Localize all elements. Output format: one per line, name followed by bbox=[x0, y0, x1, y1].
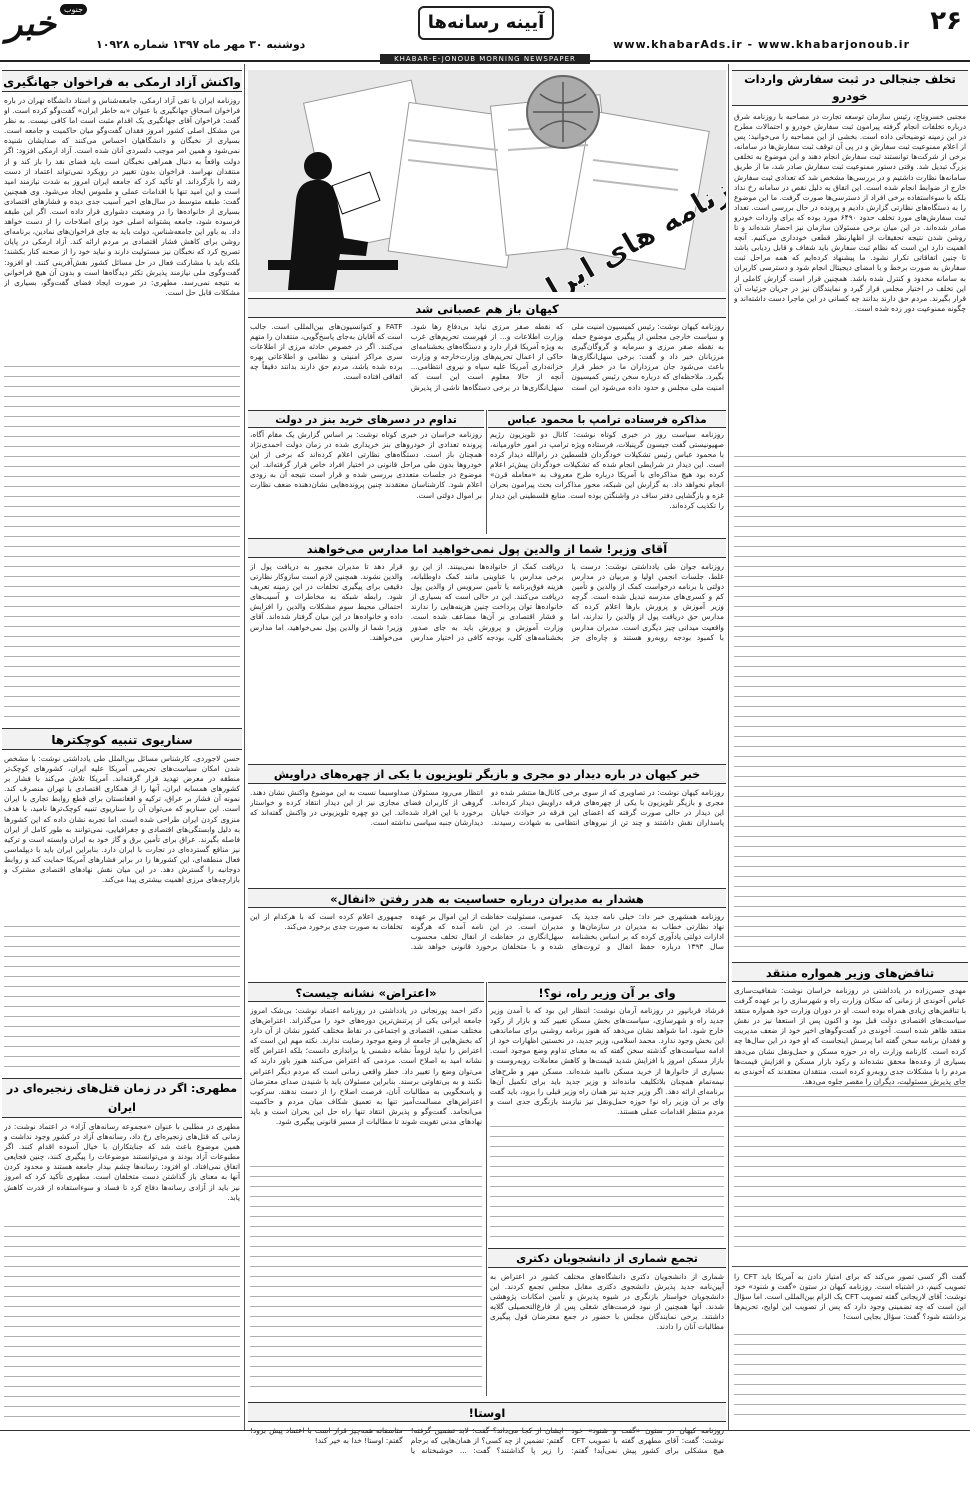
dateline: دوشنبه ۳۰ مهر ماه ۱۳۹۷ شماره ۱۰۹۲۸ bbox=[96, 38, 306, 51]
text-lines bbox=[4, 926, 240, 1072]
article-body: روزنامه خراسان در خبری کوتاه نوشت: بر اساس گزارش یک مقام آگاه، پرونده تعدادی از خودروهای بنز خریداری شده در زمان دولت احمدی‌نژاد همچنان باز است. دستگاه‌های نظارتی اعلام کرده‌اند که برخی از این خودروها بدون طی مراحل قانونی در اختیار افراد خاص قرار گرفته‌اند. این موضوع در جلسات متعددی بررسی شده و قرار است نتیجه آن به زودی اعلام شود. کارشناسان معتقدند چنین پرونده‌هایی نشان‌دهنده ضعف نظارت بر اموال دولتی است. bbox=[250, 430, 482, 500]
page-number: ۲۶ bbox=[930, 6, 962, 36]
article-headline: «اعتراض» نشانه چیست؟ bbox=[248, 982, 484, 1002]
article-body: روزنامه کیهان در ستون «گفت و شنود» خود نوشت: گفت: آقای مطهری گفته با تصویب CFT هیچ مشکلی برای کشور پیش نمی‌آید! گفتم: ایشان از کجا می‌داند؟ گفت: لابد تضمین گرفته! گفتم: تضمین از چه کسی؟ از همان‌هایی که برجام را زیر پا گذاشتند؟ گفت: ... خوشبختانه یا متاسفانه همه‌چیز قرار است با اعتماد پیش برود! گفتم: اوستا! خدا به خیر کند! bbox=[250, 1426, 724, 1456]
article-headline: تداوم در دسرهای خرید بنز در دولت bbox=[248, 410, 484, 428]
article-divider bbox=[486, 410, 487, 534]
article-body: مجتبی خسروتاج، رئیس سازمان توسعه تجارت در مصاحبه با روزنامه شرق درباره تخلفات انجام گرفته پیرامون ثبت سفارش خودرو و احتمالات مطرح در این زمینه توضیحاتی داده است. بخشی از این مصاحبه را می‌خوانید: پس از اعلام ممنوعیت ثبت سفارش و در پی آن توقف ثبت سفارش‌ها در سامانه، برخی از شرکت‌ها توانستند ثبت سفارش انجام دهند و این موضوع به تخلفی بزرگ تبدیل شد. وقتی دستور ممنوعیت ثبت سفارش صادر شد، ما از طریق سامانه‌ها نظارت داشتیم و در بررسی‌ها مشخص شد که تعدادی ثبت سفارش خارج از ضوابط انجام شده است. این اتفاق به دلیل نقص در سامانه رخ نداد بلکه با سوءاستفاده برخی افراد از دسترسی‌ها صورت گرفت. ما این موضوع را به دستگاه‌های نظارتی گزارش دادیم و پرونده در حال بررسی است. تعداد ثبت سفارش‌های مورد تخلف حدود ۶۴۹۰ مورد بوده که برای واردات خودرو صادر شده‌اند. در این میان برخی مسئولان سازمان نیز احضار شده‌اند و تا روشن شدن نتیجه تحقیقات از اظهارنظر قطعی خودداری می‌کنیم. آنچه اهمیت دارد این است که نظام ثبت سفارش باید شفاف و قابل ردیابی باشد تا چنین اتفاقاتی تکرار نشود. ما پیشنهاد کرده‌ایم که همه مراحل ثبت سفارش به صورت برخط و با امضای دیجیتال انجام شود و دسترسی کاربران به سامانه محدود و کنترل شده باشد. همچنین قرار است گزارش کاملی از این تخلف در اختیار مجلس قرار گیرد و نمایندگان نیز در جریان جزئیات آن قرار بگیرند. مردم حق دارند بدانند چه کسانی در این ماجرا دست داشته‌اند و چگونه ممنوعیت دور زده شده است. bbox=[734, 112, 966, 313]
text-lines bbox=[734, 1086, 966, 1252]
text-lines bbox=[4, 1226, 240, 1426]
text-lines bbox=[250, 1166, 482, 1396]
article-headline: سناریوی تنبیه کوچکترها bbox=[2, 728, 242, 750]
article-headline: تناقض‌های وزیر همواره منتقد bbox=[732, 962, 968, 982]
article-headline: واکنش آزاد ارمکی به فراخوان جهانگیری bbox=[2, 70, 242, 92]
website-urls[interactable]: www.khabarAds.ir - www.khabarjonoub.ir bbox=[613, 38, 910, 51]
article-body: روزنامه سیاست روز در خبری کوتاه نوشت: کانال دو تلویزیون رژیم صهیونیستی گفت جیسون گرینبلات، فرستاده ویژه ترامپ در امور خاورمیانه، با محمود عباس رئیس تشکیلات خودگردان فلسطین در رام‌الله دیدار کرده است. این دیدار در شرایطی انجام شده که تشکیلات خودگردان پیش‌تر اعلام کرده بود هیچ مذاکره‌ای با آمریکا درباره طرح معروف به «معامله قرن» انجام نخواهد داد. به گزارش این شبکه، محور مذاکرات بحث پیرامون بحران غزه و بازگشایی دفتر ساف در واشنگتن بوده است. منابع فلسطینی این دیدار را تکذیب کرده‌اند. bbox=[490, 430, 724, 510]
header-strip: KHABAR-E-JONOUB MORNING NEWSPAPER bbox=[380, 54, 590, 64]
article-body: روزنامه جوان طی یادداشتی نوشت: درست یا غلط، جلسات انجمن اولیا و مربیان در مدارس دولتی با برنامه درخواست کمک از والدین و تأمین کم و کسری‌های مدرسه تبدیل شده است. گرچه وزیر آموزش و پرورش بارها اعلام کرده که مدارس حق دریافت پول از والدین را ندارند، اما واقعیت میدانی چیز دیگری است. مدیران مدارس با کمبود بودجه روبه‌رو هستند و چاره‌ای جز دریافت کمک از خانواده‌ها نمی‌بینند. از این رو برخی مدارس با عناوینی مانند کمک داوطلبانه، هزینه فوق‌برنامه یا تأمین سرویس از والدین پول دریافت می‌کنند. این در حالی است که بسیاری از خانواده‌ها توان پرداخت چنین هزینه‌هایی را ندارند و فشار اقتصادی بر آن‌ها مضاعف شده است. وزارت آموزش و پرورش باید به جای صدور بخشنامه‌های کلی، بودجه کافی در اختیار مدارس قرار دهد تا مدیران مجبور به دریافت پول از والدین نشوند. همچنین لازم است سازوکار نظارتی دقیقی برای پیگیری تخلفات در این زمینه تعریف شود. رابطه شبکه به مخاطرات و آسیب‌های احتمالی محیط سوم مشکلات والدین را افزایش داده و خانواده‌ها در این میان گرفتار شده‌اند. آقای وزیر! شما از والدین پول نمی‌خواهید، اما مدارس می‌خواهند. bbox=[250, 562, 724, 642]
section-title: آیینه رسانه‌ها bbox=[418, 6, 554, 40]
right-column bbox=[732, 66, 968, 1430]
headline-line bbox=[2, 1117, 242, 1118]
article-body: مهدی حسن‌زاده در یادداشتی در روزنامه خراسان نوشت: شفافیت‌سازی عباس آخوندی از زمانی که سکان وزارت راه و شهرسازی را بر عهده گرفت با تناقض‌های زیادی همراه بوده است. او در دوران وزارت خود همواره منتقد سیاست‌های اقتصادی دولت قبل بود و اکنون پس از استعفا نیز در نقش منتقد ظاهر شده است. آخوندی در گفت‌وگوهای اخیر خود از ضعف مدیریت و فقدان برنامه سخن گفته اما پرسش اینجاست که او خود در این سال‌ها چه کرده است. کارنامه وزارت راه در حوزه مسکن و حمل‌ونقل نشان می‌دهد بسیاری از وعده‌ها محقق نشده‌اند و رکود بازار مسکن و افزایش قیمت‌ها مردم را با مشکلات جدی روبه‌رو کرده است. منتقدان معتقدند که آخوندی به جای پذیرش مسئولیت، دیگران را مقصر جلوه می‌دهد. bbox=[734, 986, 966, 1086]
article-headline: وای بر آن وزیر راه، نو؟! bbox=[488, 982, 726, 1002]
article-body: شماری از دانشجویان دکتری دانشگاه‌های مختلف کشور در اعتراض به آیین‌نامه جدید پذیرش دانشجوی دکتری مقابل مجلس تجمع کردند. این دانشجویان خواستار بازنگری در شیوه پذیرش و تأمین امکانات پژوهشی شدند. آنها همچنین از نبود فرصت‌های شغلی پس از فارغ‌التحصیلی گلایه داشتند. برخی نمایندگان مجلس با حضور در جمع معترضان قول پیگیری مطالبات آنان را دادند. bbox=[490, 1272, 724, 1332]
article-body: روزنامه کیهان نوشت: رئیس کمیسیون امنیت ملی و سیاست خارجی مجلس از پیگیری موضوع حمله به نقطه صفر مرزی و سرمایه و گروگان‌گیری مرزبانان خبر داد و گفت: برخی سهل‌انگاری‌ها باعث می‌شود جان مرزداران ما در خطر قرار بگیرد. ملاحظه‌ای که درباره سخن رئیس کمیسیون امنیت ملی مجلس و حدود داده می‌شود این است که نقطه صفر مرزی نباید بی‌دفاع رها شود. وزارت اطلاعات و... از فهرست تحریم‌های غرب به ویژه آمریکا قرار دارد و دستگاه‌های بخشنامه‌ای حاکی از اعمال تحریم‌های وزارت‌خارجه و وزارت خزانه‌داری آمریکا علیه سپاه و نیروی انتظامی... آنچه از حالا معلوم است این است که سهل‌انگاری‌ها در برخی دستگاه‌ها ناشی از پذیرش FATF و کنوانسیون‌های بین‌المللی است. جالب است که آقایان به‌جای پاسخ‌گویی، منتقدان را متهم می‌کنند. اگر در خصوص حادثه مرزی از اطلاعات سری مراکز امنیتی و نظامی و اطلاعاتی بهره برده شده باشد، مردم حق دارند بدانند دقیقاً چه اتفاقی افتاده است. bbox=[250, 322, 724, 392]
article-headline bbox=[732, 70, 968, 106]
logo-tag: جنوب bbox=[60, 4, 87, 15]
banner-text: روزنامه های ایران bbox=[517, 154, 726, 292]
text-lines bbox=[734, 1334, 966, 1424]
masthead bbox=[0, 0, 970, 62]
middle-column bbox=[248, 66, 726, 1456]
article-headline: کیهان باز هم عصبانی شد bbox=[248, 298, 726, 318]
article-headline: خبر کیهان در باره دیدار دو مجری و بازیگر تلویزیون با یکی از چهره‌های دراویش bbox=[248, 764, 726, 784]
article-headline: اوستا! bbox=[248, 1402, 726, 1422]
column-divider bbox=[728, 64, 729, 1430]
section-divider bbox=[732, 1266, 968, 1267]
article-body: حسن لاجوردی، کارشناس مسائل بین‌الملل طی یادداشتی نوشت: با مشخص شدن امکان سیاست‌های تحریمی آمریکا علیه ایران، کشورهای کوچک‌تر منطقه در معرض تهدید قرار گرفته‌اند. آمریکا تلاش می‌کند با فشار بر کشورهای همسایه ایران، آنها را از همکاری اقتصادی با تهران منصرف کند. نمونه آن فشار بر عراق، ترکیه و افغانستان برای قطع روابط تجاری با ایران است. این سناریو که می‌توان آن را سناریوی تنبیه کوچک‌ترها نامید، با هدف منزوی کردن ایران طراحی شده است. اما تجربه نشان داده که این کشورها به دلیل وابستگی‌های اقتصادی و جغرافیایی، نمی‌توانند به طور کامل از ایران فاصله بگیرند. عراق برای تأمین برق و گاز خود به ایران وابسته است و ترکیه نیز منافع گسترده‌ای در تجارت با ایران دارد. بنابراین ایران باید با دیپلماسی فعال منطقه‌ای، این کشورها را در برابر فشارهای آمریکا حمایت کند و روابط دوجانبه را گسترش دهد. در این میان نقش نهادهای اقتصادی مشترک و بازارچه‌های مرزی اهمیت بیشتری پیدا می‌کند. bbox=[4, 754, 240, 885]
article-body: روزنامه کیهان نوشت: در تصاویری که از سوی برخی کانال‌ها منتشر شده دو مجری و بازیگر تلویزیون با یکی از چهره‌های فرقه دراویش دیدار کرده‌اند. این دیدار در حالی صورت گرفته که اعضای این فرقه در حوادث خیابان پاسداران نقش داشتند و چند تن از نیروهای انتظامی به شهادت رسیدند. انتظار می‌رود مسئولان صداوسیما نسبت به این موضوع واکنش نشان دهند. گروهی از کاربران فضای مجازی نیز از این دیدار انتقاد کرده و خواستار برخورد با این افراد شده‌اند. این دو چهره تلویزیونی در واکنش گفته‌اند که دیدارشان جنبه سیاسی نداشته است. bbox=[250, 788, 724, 828]
article-body: فرشاد قربانپور در روزنامه آرمان نوشت: انتظار این بود که با آمدن وزیر جدید راه و شهرسازی، سیاست‌های بخش مسکن تغییر کند و بازار از رکود خارج شود. اما شواهد نشان می‌دهد که هنوز برنامه روشنی برای ساماندهی این بخش وجود ندارد. محمد اسلامی، وزیر جدید، در نخستین اظهارات خود از ادامه سیاست‌های گذشته سخن گفته که به معنای تداوم وضع موجود است. بازار مسکن امروز با افزایش شدید قیمت‌ها و کاهش معاملات روبه‌روست و بسیاری از خانوارها از خرید مسکن ناامید شده‌اند. مسکن مهر و طرح‌های نیمه‌تمام همچنان بلاتکلیف مانده‌اند و وزیر جدید باید برای تکمیل آن‌ها برنامه‌ای ارائه دهد. اگر وزیر جدید نیز همان راه وزیر قبلی را برود، باید گفت وای بر آن وزیر راه نو! حوزه حمل‌ونقل نیز نیازمند بازنگری جدی است و مردم منتظر اقدامات عملی هستند. bbox=[490, 1006, 724, 1116]
article-headline bbox=[2, 1078, 242, 1118]
article-divider bbox=[486, 982, 487, 1396]
left-column bbox=[2, 66, 242, 1430]
newspaper-logo: خبر bbox=[6, 4, 57, 44]
page-footer-rule bbox=[0, 1430, 970, 1439]
article-body: مطهری در مطلبی با عنوان «مجموعه رسانه‌های آزاد» در اعتماد نوشت: در زمانی که قتل‌های زنجیره‌ای رخ داد، رسانه‌های آزاد در کشور وجود نداشت و همین موضوع باعث شد که جنایتکاران با خیال آسوده اقدام کنند. اگر مطبوعات آزاد بودند و می‌توانستند موضوعات را پیگیری کنند، چنین فجایعی اتفاق نمی‌افتاد. او افزود: رسانه‌ها چشم بیدار جامعه هستند و محدود کردن آنها به معنای باز گذاشتن دست متخلفان است. مطهری تأکید کرد که امروز نیز باید از آزادی رسانه‌ها دفاع کرد تا فساد و سوءاستفاده از قدرت کاهش یابد. bbox=[4, 1122, 240, 1202]
article-headline: مذاکره فرستاده ترامپ با محمود عباس bbox=[488, 410, 726, 428]
headline-line bbox=[732, 105, 968, 106]
article-body: گفت اگر کسی تصور می‌کند که برای امتیاز دادن به آمریکا باید CFT را تصویب کنیم، در اشتباه است. روزنامه کیهان در ستون «گفت و شنود» خود نوشت: آقای لاریجانی گفته تصویب CFT یک الزام بین‌المللی است. اما سؤال این است که چه تضمینی وجود دارد که پس از تصویب این لوایح، تحریم‌ها برداشته شود؟ گفت: سؤال بجایی است! bbox=[734, 1272, 966, 1322]
text-lines bbox=[490, 1126, 724, 1240]
article-headline: آقای وزیر! شما از والدین پول نمی‌خواهید اما مدارس می‌خواهند bbox=[248, 538, 726, 558]
article-headline: تجمع شماری از دانشجویان دکتری bbox=[488, 1248, 726, 1268]
article-body: روزنامه همشهری خبر داد: خیلی نامه جدید یک نهاد نظارتی خطاب به مدیران در سازمان‌ها و ادارات دولتی یادآوری کرده که بر اساس بخشنامه سال ۱۳۹۳ درباره حفظ انفال و ثروت‌های عمومی، مسئولیت حفاظت از این اموال بر عهده مدیران است. در این نامه آمده که هرگونه سهل‌انگاری در حفاظت از انفال تخلف محسوب شده و با متخلفان برخورد قانونی خواهد شد. جمهوری اعلام کرده است که با هرکدام از این تخلفات به صورت جدی برخورد می‌کند. bbox=[250, 912, 724, 952]
feature-photo bbox=[248, 70, 726, 292]
newspaper-collage-illustration bbox=[248, 70, 726, 292]
article-headline: هشدار به مدیران درباره حساسیت به هدر رفتن «انفال» bbox=[248, 888, 726, 908]
column-divider bbox=[244, 64, 245, 1430]
article-body: دکتر احمد پورنجاتی در یادداشتی در روزنامه اعتماد نوشت: بی‌شک امروز جامعه ایرانی یکی از پرتنش‌ترین دوره‌های خود را می‌گذراند. اعتراض‌های مختلف صنفی، اقتصادی و اجتماعی در نقاط مختلف کشور نشان از آن دارد که بخش‌هایی از جامعه از وضع موجود رضایت ندارند. نکته مهم این است که اعتراض را نباید لزوماً نشانه دشمنی یا براندازی دانست؛ بلکه اعتراض گاه نشانه امید به اصلاح است. مردمی که اعتراض می‌کنند هنوز باور دارند که می‌توان وضع را تغییر داد. خطر واقعی زمانی است که مردم دیگر اعتراض نکنند و به بی‌تفاوتی برسند. بنابراین مسئولان باید با شنیدن صدای معترضان و پاسخگویی به مطالبات آنان، فرصت اصلاح را از دست ندهند. سرکوب اعتراض‌های مسالمت‌آمیز تنها به تعمیق شکاف میان مردم و حاکمیت می‌انجامد. گفت‌وگو و پذیرش انتقاد تنها راه حل این بحران است و باید نهادهای مدنی تقویت شوند تا مطالبات از مسیر قانونی پیگیری شود. bbox=[250, 1006, 482, 1127]
article-body: روزنامه ایران با تقی آزاد ارمکی، جامعه‌شناس و استاد دانشگاه تهران در باره فراخوان اسحاق جهانگیری با عنوان «به خاطر ایران» گفت‌وگو کرده است. او گفت: فراخوان آقای جهانگیری یک اقدام مثبت است اما کافی نیست. به نظر من مشکل اصلی کشور امروز فقدان گفت‌وگو میان حاکمیت و جامعه است. بسیاری از نخبگان و دانشگاهیان احساس می‌کنند که صدایشان شنیده نمی‌شود و همین امر موجب دلسردی آنان شده است. آزاد ارمکی افزود: اگر دولت واقعاً به دنبال همراهی نخبگان است باید فضای نقد را باز کند و از منتقدان نهراسد. فراخوان بدون تغییر در رویکرد نمی‌تواند اعتماد از دست رفته را بازگرداند. او تأکید کرد که جامعه ایران امروز به شدت نیازمند امید است و این امید تنها با اقدامات عملی و ملموس ایجاد می‌شود. وی همچنین گفت: طبقه متوسط در سال‌های اخیر آسیب جدی دیده و فشارهای اقتصادی بسیاری از خانواده‌ها را در وضعیت دشواری قرار داده است. اگر این طبقه فرسوده شود، جامعه پشتوانه اصلی خود برای اصلاحات را از دست خواهد داد. به باور این جامعه‌شناس، دولت باید به جای فراخوان‌های نمادین، برنامه‌ای روشن برای کاهش فشار اقتصادی بر مردم ارائه کند. آزاد ارمکی در پایان تصریح کرد که نخبگان نیز مسئولیت دارند و نباید خود را از صحنه کنار بکشند؛ بلکه باید با مشارکت فعال در حل مسائل کشور نقش‌آفرینی کنند. او افزود: گفت‌وگوی ملی نیازمند پذیرش تکثر دیدگاه‌ها است و بدون آن هیچ فراخوانی به نتیجه نمی‌رسد. مطهری: در صورت ایجاد فضای گفت‌وگو، بسیاری از مشکلات قابل حل است. bbox=[4, 96, 240, 297]
headline-line: مطهری: اگر در زمان قتل‌های زنجیره‌ای در ایران bbox=[6, 1082, 238, 1114]
text-lines bbox=[734, 456, 966, 950]
text-lines bbox=[4, 366, 240, 720]
headline-line: تخلف جنجالی در ثبت سفارش واردات خودرو bbox=[744, 72, 956, 103]
